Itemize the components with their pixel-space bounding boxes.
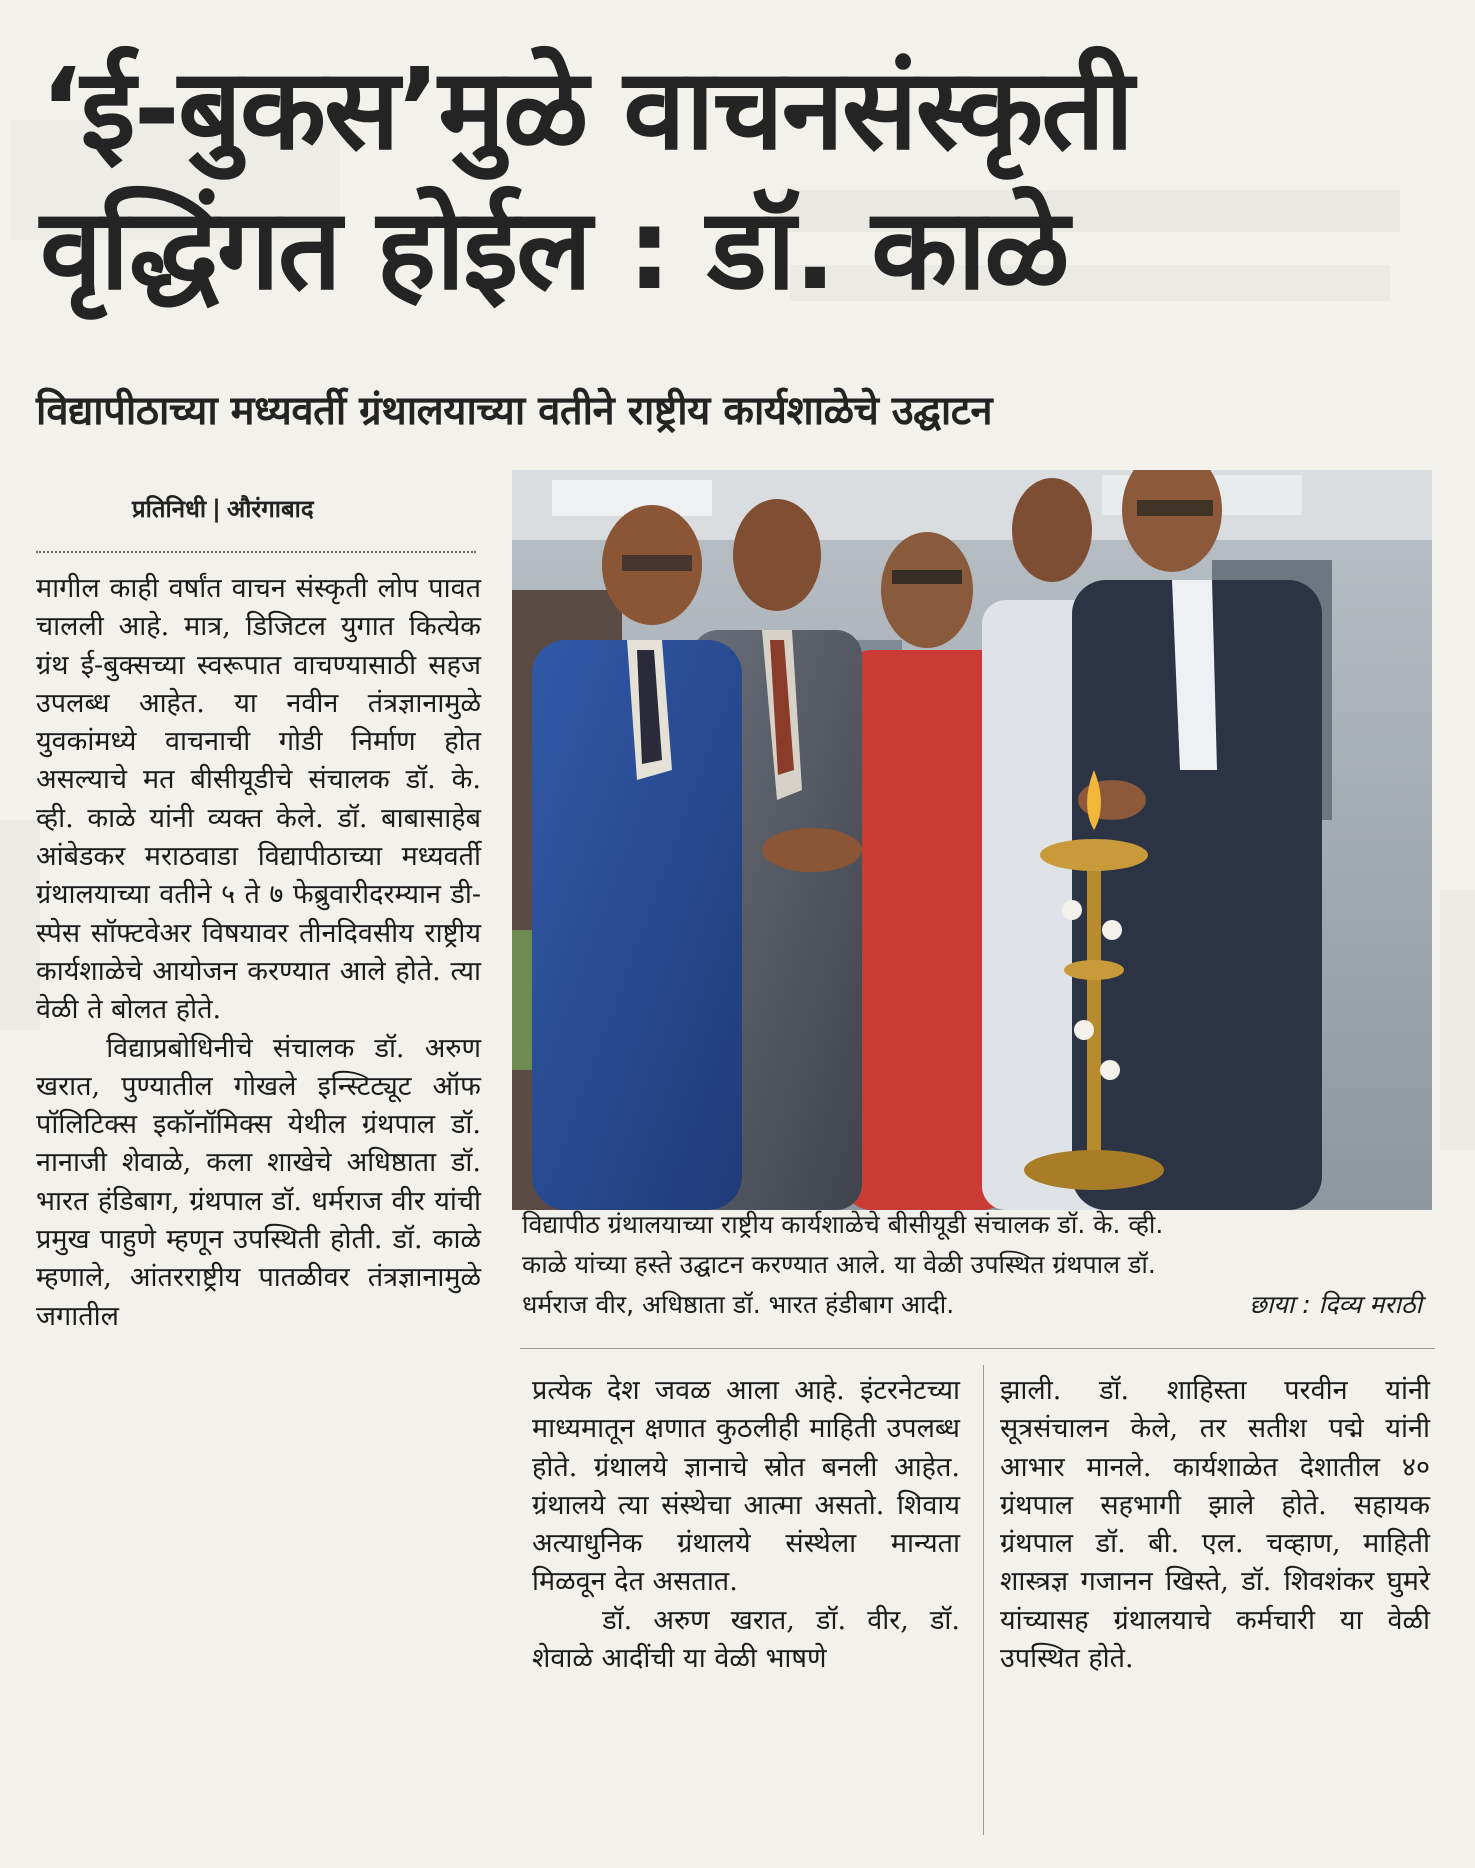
column-2-paragraph-1: प्रत्येक देश जवळ आला आहे. इंटरनेटच्या माध्यमातून क्षणात कुठलीही माहिती उपलब्ध होते. ग्रंथालये ज्ञानाचे स्रोत बनली आहेत. ग्रंथालये त्या संस्थेचा आत्मा असतो. शिवाय अत्याधुनिक ग्रंथालये संस्थेला मान्यता मिळवून देत असतात. <box>532 1375 960 1598</box>
column-2-paragraph-2: डॉ. अरुण खरात, डॉ. वीर, डॉ. शेवाळे आदींची या वेळी भाषणे <box>532 1604 960 1675</box>
article-photo <box>512 470 1432 1210</box>
article-column-2 <box>532 1372 960 1678</box>
caption-bottom-rule <box>520 1348 1435 1349</box>
subheadline: विद्यापीठाच्या मध्यवर्ती ग्रंथालयाच्या वतीने राष्ट्रीय कार्यशाळेचे उद्घाटन <box>36 388 993 434</box>
byline <box>132 492 314 525</box>
byline-dotted-rule <box>36 551 476 553</box>
headline: ‘ई-बुकस’मुळे वाचनसंस्कृती वृद्धिंगत होईल : डॉ. काळे <box>40 45 1133 315</box>
photo-caption <box>522 1205 1442 1325</box>
column-1-paragraph-1: मागील काही वर्षांत वाचन संस्कृती लोप पावत चालली आहे. मात्र, डिजिटल युगात कित्येक ग्रंथ ई-बुक्सच्या स्वरूपात वाचण्यासाठी सहज उपलब्ध आहेत. या नवीन तंत्रज्ञानामुळे युवकांमध्ये वाचनाची गोडी निर्माण होत असल्याचे मत बीसीयूडीचे संचालक डॉ. के. व्ही. काळे यांनी व्यक्त केले. डॉ. बाबासाहेब आंबेडकर मराठवाडा विद्यापीठाच्या मध्यवर्ती ग्रंथालयाच्या वतीने ५ ते ७ फेब्रुवारीदरम्यान डी-स्पेस सॉफ्टवेअर विषयावर तीनदिवसीय राष्ट्रीय कार्यशाळेचे आयोजन करण्यात आले होते. त्या वेळी ते बोलत होते. <box>36 573 481 1026</box>
photo-illustration <box>512 470 1432 1210</box>
photo-caption-text: विद्यापीठ ग्रंथालयाच्या राष्ट्रीय कार्यशाळेचे बीसीयूडी संचालक डॉ. के. व्ही. काळे यांच्या हस्ते उद्घाटन करण्यात आले. या वेळी उपस्थित ग्रंथपाल डॉ. धर्मराज वीर, अधिष्ठाता डॉ. भारत हंडीबाग आदी. <box>522 1210 1164 1319</box>
byline-separator: | <box>212 495 221 523</box>
column-divider-2-3 <box>983 1365 984 1835</box>
byline-location: औरंगाबाद <box>226 495 314 523</box>
photo-credit: छाया : दिव्य मराठी <box>1249 1290 1422 1319</box>
byline-author: प्रतिनिधी <box>132 495 207 523</box>
column-3-paragraph-1: झाली. डॉ. शाहिस्ता परवीन यांनी सूत्रसंचालन केले, तर सतीश पद्मे यांनी आभार मानले. कार्यशाळेत देशातील ४० ग्रंथपाल सहभागी झाले होते. सहायक ग्रंथपाल डॉ. बी. एल. चव्हाण, माहिती शास्त्रज्ञ गजानन खिस्ते, डॉ. शिवशंकर घुमरे यांच्यासह ग्रंथालयाचे कर्मचारी या वेळी उपस्थित होते. <box>1000 1375 1430 1675</box>
article-column-3 <box>1000 1372 1430 1678</box>
article-column-1 <box>36 570 481 1336</box>
column-1-paragraph-2: विद्याप्रबोधिनीचे संचालक डॉ. अरुण खरात, पुण्यातील गोखले इन्स्टिट्यूट ऑफ पॉलिटिक्स इकॉनॉमिक्स येथील ग्रंथपाल डॉ. नानाजी शेवाळे, कला शाखेचे अधिष्ठाता डॉ. भारत हंडिबाग, ग्रंथपाल डॉ. धर्मराज वीर यांची प्रमुख पाहुणे म्हणून उपस्थिती होती. डॉ. काळे म्हणाले, आंतरराष्ट्रीय पातळीवर तंत्रज्ञानामुळे जगातील <box>36 1032 481 1332</box>
